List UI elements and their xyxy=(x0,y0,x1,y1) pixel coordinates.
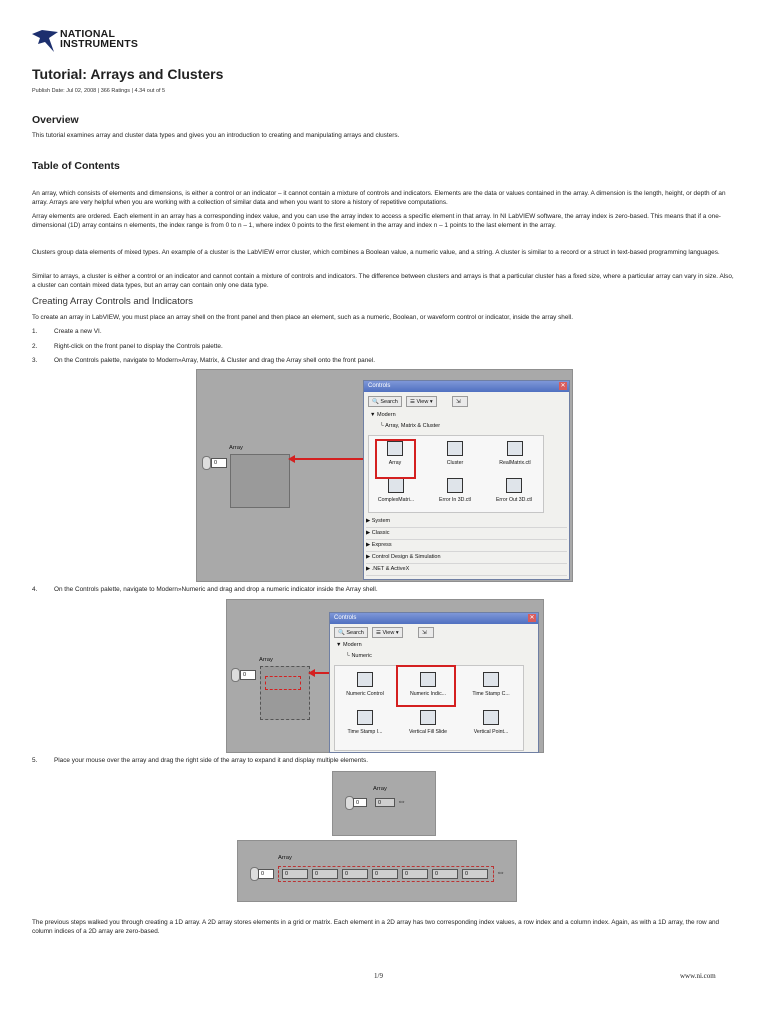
paragraph-2: Array elements are ordered. Each element in an array has a corresponding index value, and you can use the array index to access a specific element in that array. In NI LabVIEW software, the array index is zero-based. This means that if a one-dimensional (1D) array contains n elements, the index range is from 0 to n – 1, where index 0 points to the first element in the array and index n – 1 points to the last element in the array. xyxy=(32,213,721,230)
index-display[interactable]: 0 xyxy=(258,869,274,879)
palette-item-realmatrix[interactable]: RealMatrix.ctl xyxy=(489,441,541,466)
palette-item-array[interactable]: Array xyxy=(375,441,415,466)
resize-handle-icon[interactable]: ⇔ xyxy=(496,867,505,877)
tree-child[interactable]: └ Array, Matrix & Cluster xyxy=(380,423,441,429)
array-element[interactable]: 0 xyxy=(312,869,338,879)
tree-root[interactable]: ▼ Modern xyxy=(336,642,362,648)
array-label: Array xyxy=(278,855,292,861)
search-button[interactable]: 🔍 Search xyxy=(368,396,402,407)
array-label: Array xyxy=(229,445,243,451)
screenshot-array-palette xyxy=(196,369,573,582)
close-icon[interactable]: ✕ xyxy=(529,615,535,621)
tree-child[interactable]: └ Numeric xyxy=(346,653,372,659)
numeric-placeholder xyxy=(265,676,301,690)
index-spinner[interactable] xyxy=(202,456,211,470)
ni-logo xyxy=(32,28,142,54)
step-1: 1. Create a new VI. xyxy=(32,328,102,335)
array-element[interactable]: 0 xyxy=(342,869,368,879)
palette-item-vertical-pointer[interactable]: Vertical Point... xyxy=(461,710,521,735)
pin-icon[interactable]: ⇲ xyxy=(452,396,468,407)
array-element[interactable]: 0 xyxy=(282,869,308,879)
highlight-box xyxy=(396,665,456,707)
category-dotnet[interactable]: ▶ .NET & ActiveX xyxy=(366,564,567,576)
array-element[interactable]: 0 xyxy=(402,869,428,879)
array-shell[interactable] xyxy=(260,666,310,720)
publish-meta: Publish Date: Jul 02, 2008 | 366 Ratings | 4.34 out of 5 xyxy=(32,88,166,94)
search-button[interactable]: 🔍 Search xyxy=(334,627,368,638)
view-button[interactable]: ☰ View ▾ xyxy=(406,396,437,407)
palette-item-error-out[interactable]: Error Out 3D.ctl xyxy=(485,478,543,503)
palette-item-numeric-indicator[interactable]: Numeric Indic... xyxy=(399,672,457,697)
array-label: Array xyxy=(259,657,273,663)
closing-paragraph: The previous steps walked you through creating a 1D array. A 2D array stores elements in a grid or matrix. Each element in a 2D array has two corresponding index values, a row index and a column index. Again, as with a 1D array, the row and column indices of a 2D array are zero-based. xyxy=(32,919,720,936)
arrowhead-icon xyxy=(308,669,315,677)
paragraph-4: Similar to arrays, a cluster is either a control or an indicator and cannot contain a mixture of controls and indicators. The difference between clusters and arrays is that a particular cluster has a fixed size, where a particular array can vary in size. Also, a cluster can contain mixed data types, but an array can contain only one data type. xyxy=(32,273,734,290)
step-2: 2. Right-click on the front panel to display the Controls palette. xyxy=(32,343,223,350)
index-display[interactable]: 0 xyxy=(240,670,256,680)
section-intro: To create an array in LabVIEW, you must place an array shell on the front panel and then place an element, such as a numeric, Boolean, or waveform control or indicator, inside the array shell. xyxy=(32,314,574,321)
palette-item-timestamp-indicator[interactable]: Time Stamp I... xyxy=(337,710,393,735)
palette-title: Controls xyxy=(330,613,538,624)
array-label: Array xyxy=(373,786,387,792)
paragraph-1: An array, which consists of elements and dimensions, is either a control or an indicator – it cannot contain a mixture of controls and indicators. Elements are the data or values contained in the array. A dimension is the length, height, or depth of an array. Arrays are very helpful when you are working with a collection of similar data and when you want to store a history of repetitive computations. xyxy=(32,190,726,207)
resize-handle-icon[interactable]: ⇔ xyxy=(397,796,406,806)
page-number: 1/9 xyxy=(374,972,383,980)
controls-palette-1 xyxy=(363,380,570,580)
screenshot-numeric-palette xyxy=(226,599,544,753)
palette-item-cluster[interactable]: Cluster xyxy=(435,441,475,466)
step-5: 5. Place your mouse over the array and drag the right side of the array to expand it and display multiple elements. xyxy=(32,757,369,764)
palette-item-timestamp-control[interactable]: Time Stamp C... xyxy=(461,672,521,697)
step-4: 4. On the Controls palette, navigate to Modern»Numeric and drag and drop a numeric indicator inside the Array shell. xyxy=(32,586,378,593)
screenshot-array-resize xyxy=(332,771,436,836)
index-display[interactable]: 0 xyxy=(211,458,227,468)
array-element[interactable]: 0 xyxy=(372,869,398,879)
array-shell[interactable] xyxy=(230,454,290,508)
palette-title: Controls xyxy=(364,381,569,392)
arrowhead-icon xyxy=(288,455,295,463)
category-express[interactable]: ▶ Express xyxy=(366,540,567,552)
highlight-box xyxy=(375,439,416,479)
palette-item-numeric-control[interactable]: Numeric Control xyxy=(337,672,393,697)
overview-text: This tutorial examines array and cluster data types and gives you an introduction to creating and manipulating arrays and clusters. xyxy=(32,132,400,139)
palette-item-vertical-fill-slide[interactable]: Vertical Fill Slide xyxy=(399,710,457,735)
index-display[interactable]: 0 xyxy=(353,798,367,807)
category-system[interactable]: ▶ System xyxy=(366,516,567,528)
paragraph-3: Clusters group data elements of mixed types. An example of a cluster is the LabVIEW error cluster, which combines a Boolean value, a numeric value, and a string. A cluster is similar to a record or a struct in text-based programming languages. xyxy=(32,249,720,256)
eagle-icon xyxy=(32,30,58,52)
array-element[interactable]: 0 xyxy=(462,869,488,879)
category-classic[interactable]: ▶ Classic xyxy=(366,528,567,540)
step-3: 3. On the Controls palette, navigate to Modern»Array, Matrix, & Cluster and drag the Array shell onto the front panel. xyxy=(32,357,376,364)
overview-heading: Overview xyxy=(32,114,79,126)
view-button[interactable]: ☰ View ▾ xyxy=(372,627,403,638)
index-spinner[interactable] xyxy=(231,668,240,682)
palette-item-error-in[interactable]: Error In 3D.ctl xyxy=(427,478,483,503)
array-element[interactable]: 0 xyxy=(375,798,395,807)
site-url[interactable]: www.ni.com xyxy=(680,972,716,980)
array-element[interactable]: 0 xyxy=(432,869,458,879)
tree-root[interactable]: ▼ Modern xyxy=(370,412,396,418)
logo-text: NATIONAL INSTRUMENTS xyxy=(60,28,139,50)
controls-palette-2 xyxy=(329,612,539,753)
toc-heading: Table of Contents xyxy=(32,160,120,172)
close-icon[interactable]: ✕ xyxy=(560,383,566,389)
page-title: Tutorial: Arrays and Clusters xyxy=(32,66,224,82)
pin-icon[interactable]: ⇲ xyxy=(418,627,434,638)
palette-item-complexmatrix[interactable]: ComplexMatri... xyxy=(369,478,423,503)
category-control-design[interactable]: ▶ Control Design & Simulation xyxy=(366,552,567,564)
screenshot-array-expanded xyxy=(237,840,517,902)
section-heading: Creating Array Controls and Indicators xyxy=(32,296,194,307)
